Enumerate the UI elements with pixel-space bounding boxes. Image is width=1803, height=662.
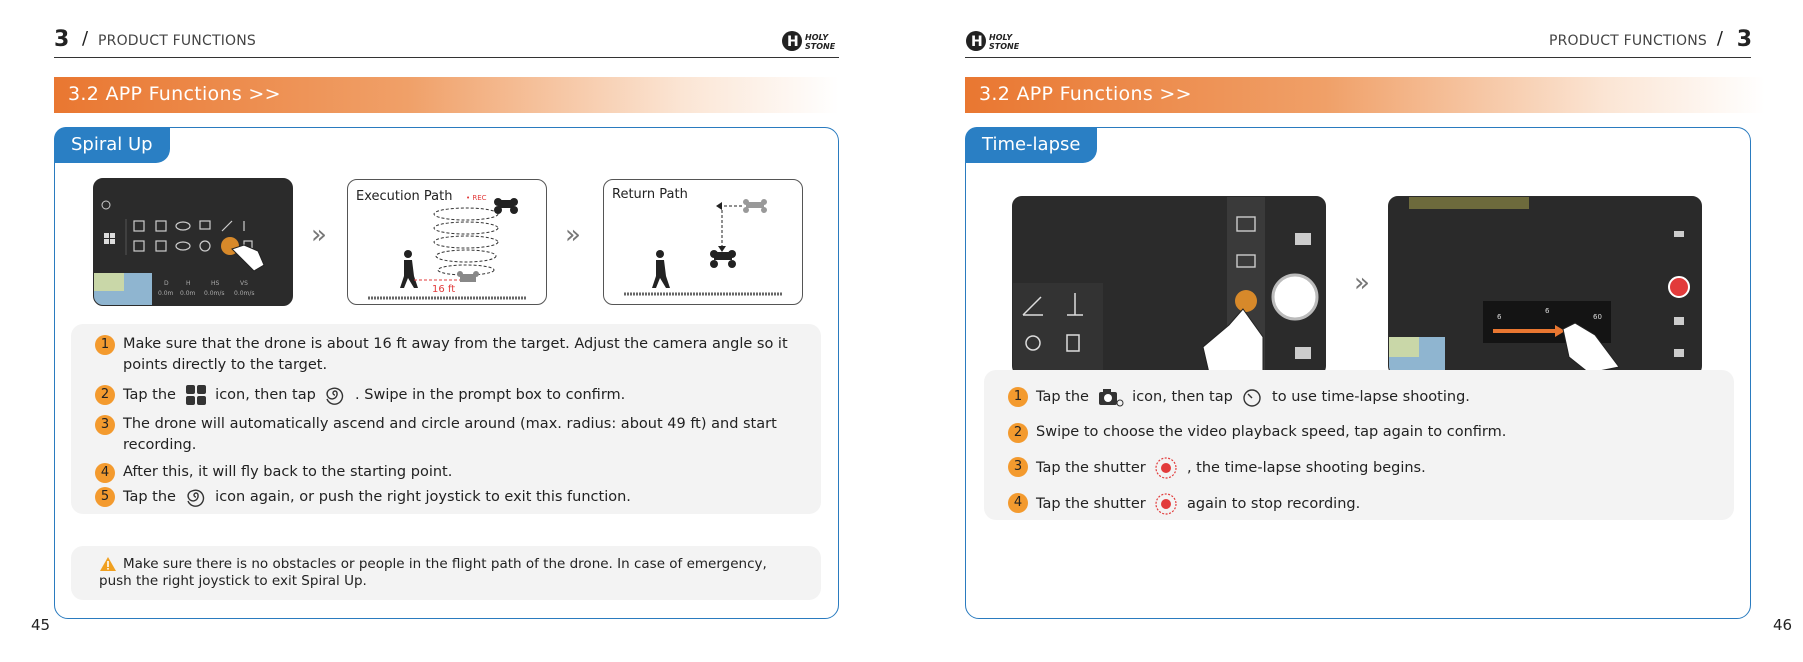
grid-menu-icon [185,384,207,406]
step-text: again to stop recording. [1186,496,1361,512]
step-text-cont: points directly to the target. [123,357,328,373]
shutter-record-icon [1154,492,1178,516]
camera-menu-screen [1012,196,1326,376]
step-number: 3 [95,415,115,435]
speed-center-label: 6 [1545,307,1550,315]
header-slash: / [1716,28,1723,49]
distance-label: 16 ft [432,284,456,295]
left-page [0,0,900,662]
return-path-drawing [604,180,802,304]
timer-icon [1241,386,1263,408]
hs-label: HS [211,280,220,287]
steps-list [984,370,1734,520]
step-number: 4 [95,463,115,483]
svg-text:HOLY: HOLY [805,33,829,42]
section-title: PRODUCT FUNCTIONS [98,33,257,49]
step-text: , the time-lapse shooting begins. [1186,460,1426,476]
vs-label: VS [240,280,248,287]
step-text: icon, then tap [215,387,316,403]
page-header [54,27,839,58]
camera-menu-drawing [1013,197,1325,375]
svg-text:HOLY: HOLY [989,33,1013,42]
section-banner [965,77,1765,113]
step-text: Swipe to choose the video playback speed, tap again to confirm. [1036,424,1507,440]
timelapse-speed-drawing [1389,197,1701,375]
svg-text:H: H [971,34,983,50]
step-text: Tap the shutter [1036,460,1146,476]
step-text: Tap the [1036,389,1089,405]
step-text: After this, it will fly back to the starting point. [123,464,453,480]
step-number: 4 [1008,493,1028,513]
page-number: 45 [31,616,51,634]
chevron-right-icon: » [311,220,327,250]
svg-text:STONE: STONE [989,42,1020,51]
speed-left-label: 6 [1497,313,1502,321]
vs-value: 0.0m/s [234,290,255,297]
holystone-logo [781,29,839,53]
section-number: 3 [1736,27,1751,52]
step-text-cont: recording. [123,437,197,453]
step-text: . Swipe in the prompt box to confirm. [355,387,626,403]
step-text: Tap the shutter [1036,496,1146,512]
page-header [965,27,1751,58]
spiral-icon [185,486,207,508]
warning-icon [99,556,117,572]
d-label: D [164,280,169,287]
step-text: icon again, or push the right joystick to exit this function. [215,489,631,505]
section-banner [54,77,839,113]
chevron-right-icon: » [565,220,581,250]
speed-right-label: 60 [1593,313,1602,321]
execution-path-image [347,179,547,305]
page-number: 46 [1773,616,1793,634]
h-label: H [186,280,191,287]
step-text: Tap the [123,489,176,505]
step-number: 1 [1008,387,1028,407]
app-screen-drawing [94,179,292,305]
app-screen-image [93,178,293,306]
svg-text:H: H [787,34,799,50]
banner-title: 3.2 APP Functions >> [979,83,1192,105]
step-number: 2 [1008,423,1028,443]
svg-text:STONE: STONE [805,42,836,51]
hs-value: 0.0m/s [204,290,225,297]
panel-title: Time-lapse [965,127,1097,163]
right-page [903,0,1803,662]
shutter-record-icon [1154,456,1178,480]
timelapse-speed-screen [1388,196,1702,376]
time-lapse-panel [965,127,1751,619]
step-text: icon, then tap [1132,389,1233,405]
rec-label: • REC [466,194,487,202]
banner-title: 3.2 APP Functions >> [68,83,281,105]
camera-mode-icon [1098,387,1124,407]
execution-path-drawing [348,180,546,304]
panel-title: Spiral Up [54,127,170,163]
return-path-title: Return Path [612,187,688,202]
execution-path-title: Execution Path [356,189,453,204]
d-value: 0.0m [158,290,174,297]
section-title: PRODUCT FUNCTIONS [1548,33,1707,49]
section-number: 3 [54,27,69,52]
step-number: 2 [95,385,115,405]
step-number: 3 [1008,457,1028,477]
step-text: The drone will automatically ascend and circle around (max. radius: about 49 ft) and start [123,416,777,432]
h-value: 0.0m [180,290,196,297]
return-path-image [603,179,803,305]
step-text: Tap the [123,387,176,403]
chevron-right-icon: » [1354,268,1370,298]
step-text: to use time-lapse shooting. [1272,389,1470,405]
step-number: 1 [95,335,115,355]
header-slash: / [82,28,89,49]
steps-list [71,324,821,514]
step-text: Make sure that the drone is about 16 ft away from the target. Adjust the camera angle so it [123,336,788,352]
spiral-icon [324,384,346,406]
spiral-up-panel [54,127,839,619]
warning-text: Make sure there is no obstacles or people in the flight path of the drone. In case of emergency, [123,556,767,572]
warning-box [71,546,821,600]
step-number: 5 [95,487,115,507]
warning-text-cont: push the right joystick to exit Spiral Up. [99,573,367,589]
holystone-logo [965,29,1023,53]
